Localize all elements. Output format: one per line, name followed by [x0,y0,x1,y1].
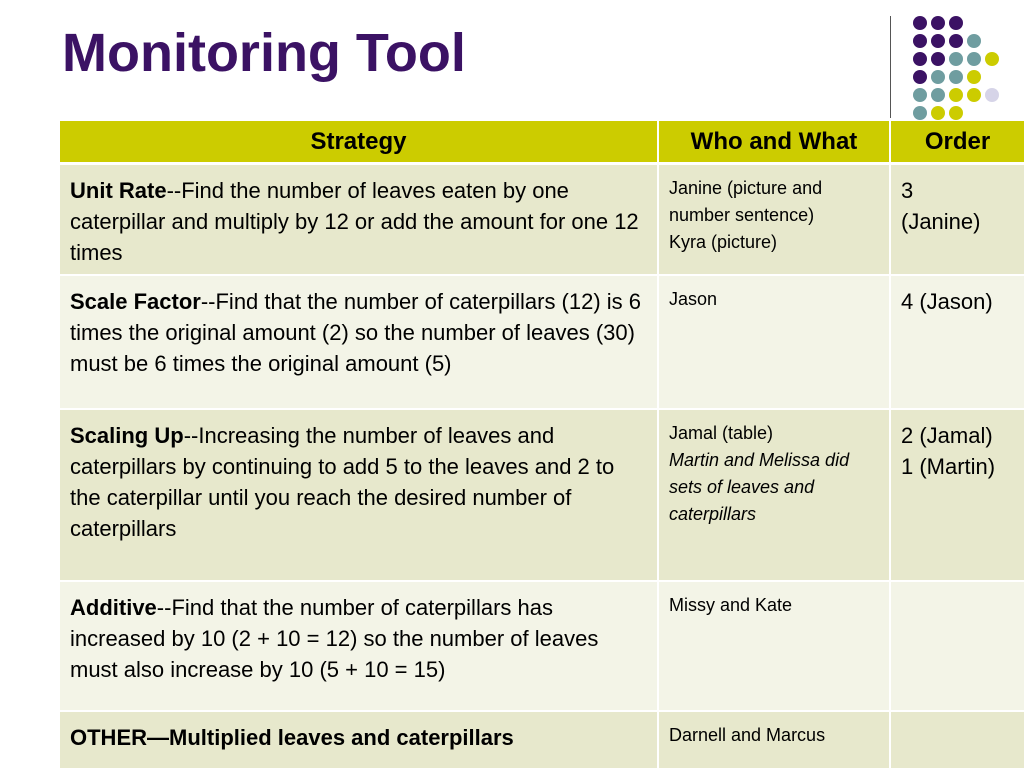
order-cell [890,711,1024,768]
decor-dot [985,88,999,102]
who-and-what-cell [658,409,890,581]
who-and-what-cell [658,711,890,768]
student-work-entry: Martin and Melissa did sets of leaves and caterpillars [669,450,850,524]
strategy-description: --Find that the number of caterpillars has increased by 10 (2 + 10 = 12) so the number of leaves must also increase by 10 (5 + 10 = 15) [70,595,599,682]
table-row [60,164,1024,276]
decor-dot [967,52,981,66]
decor-dot [949,16,963,30]
decor-dot [931,52,945,66]
decor-dot [949,88,963,102]
who-and-what-cell [658,275,890,409]
student-work-entry: Janine (picture and number sentence) [669,178,823,225]
order-entry: 2 (Jamal) [901,423,993,448]
strategy-name: Scaling Up [70,423,184,448]
decor-dot [931,88,945,102]
decor-dot [949,34,963,48]
strategy-cell [60,711,658,768]
decor-dot [949,106,963,120]
student-work-entry: Jason [669,289,718,309]
column-header-order: Order [890,121,1024,164]
student-work-entry: Darnell and Marcus [669,725,826,745]
decor-dot [931,70,945,84]
order-entry: 1 (Martin) [901,454,996,479]
student-work-entry: Missy and Kate [669,595,793,615]
strategy-description: --Find that the number of caterpillars (12) is 6 times the original amount (2) so the number of leaves (30) must be 6 times the original amount (5) [70,289,642,376]
student-work-entry: Jamal (table) [669,423,774,443]
who-and-what-cell [658,581,890,711]
decor-dot [913,52,927,66]
strategy-name: Additive [70,595,157,620]
order-cell [890,581,1024,711]
order-cell [890,409,1024,581]
order-entry: 3 [901,178,914,203]
decor-dot [931,106,945,120]
strategy-table [60,121,1024,768]
decor-dot [913,16,927,30]
decor-dot [949,52,963,66]
slide-title: Monitoring Tool [62,23,466,83]
decor-dot [985,52,999,66]
decor-dot [949,70,963,84]
strategy-cell [60,409,658,581]
table-row [60,581,1024,711]
decor-dot [913,88,927,102]
strategy-description: --Increasing the number of leaves and caterpillars by continuing to add 5 to the leaves and 2 to the caterpillar until you reach the desired number of caterpillars [70,423,615,541]
decor-dot [967,70,981,84]
table-row [60,409,1024,581]
decor-dot [967,34,981,48]
student-work-entry: Kyra (picture) [669,232,778,252]
order-cell [890,164,1024,276]
column-header-who-and-what: Who and What [658,121,890,164]
strategy-name: OTHER—Multiplied leaves and caterpillars [70,725,514,750]
decor-dot [913,70,927,84]
decor-dot [913,106,927,120]
who-and-what-cell [658,164,890,276]
strategy-name: Unit Rate [70,178,167,203]
strategy-cell [60,275,658,409]
strategy-cell [60,581,658,711]
order-entry: 4 (Jason) [901,289,993,314]
strategy-cell [60,164,658,276]
order-entry: (Janine) [901,209,981,234]
table-row [60,711,1024,768]
order-cell [890,275,1024,409]
strategy-name: Scale Factor [70,289,201,314]
title-divider-line [890,16,891,118]
decor-dot [931,16,945,30]
column-header-strategy: Strategy [60,121,658,164]
decor-dot [967,88,981,102]
table-header-row [60,121,1024,164]
table-row [60,275,1024,409]
decor-dot [913,34,927,48]
decor-dot [931,34,945,48]
strategy-description: --Find the number of leaves eaten by one caterpillar and multiply by 12 or add the amount for one 12 times [70,178,639,265]
